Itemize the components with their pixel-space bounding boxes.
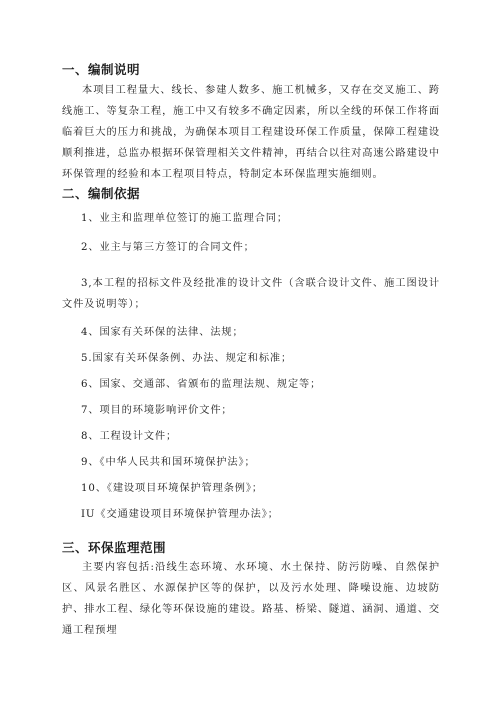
- basis-item-10: 10、《建设项目环境保护管理条例》；: [81, 483, 263, 494]
- section-heading-1: 一、编制说明: [62, 62, 141, 77]
- basis-item-9: 9、《中华人民共和国环境保护法》；: [81, 457, 256, 468]
- basis-item-4: 4、国家有关环保的法律、法规；: [81, 327, 244, 338]
- basis-item-8: 8、工程设计文件；: [81, 431, 178, 442]
- basis-item-5: 5.国家有关环保条例、办法、规定和标准；: [81, 353, 293, 364]
- basis-item-11: IU《交通建设项目环境保护管理办法》；: [81, 509, 279, 520]
- section-paragraph-1: 本项目工程量大、线长、参建人数多、施工机械多，又存在交叉施工、跨线施工、等复杂工程，施工中又有较多不确定因素，所以全线的环保工作将面临着巨大的压力和挑战，为确保本项目工程建设环保工作质量，保障工程建设顺利推进，总监办根据环保管理相关文件精神，再结合以往对高速公路建设中环保管理的经验和本工程项目特点，特制定本环保监理实施细则。: [62, 85, 440, 180]
- basis-item-2: 2、业主与第三方签订的合同文件；: [81, 242, 255, 253]
- basis-item-3: 3,本工程的招标文件及经批准的设计文件（含联合设计文件、施工图设计文件及说明等）；: [62, 278, 440, 310]
- basis-item-1: 1、业主和监理单位签订的施工监理合同；: [81, 213, 288, 224]
- basis-item-7: 7、项目的环境影响评价文件；: [81, 405, 233, 416]
- basis-item-6: 6、国家、交通部、省颁布的监理法规、规定等；: [81, 379, 322, 390]
- section-paragraph-3: 主要内容包括:沿线生态环境、水环境、水土保持、防污防噪、自然保护区、风景名胜区、水源保护区等的保护，以及污水处理、降噪设施、边坡防护、排水工程、绿化等环保设施的建设。路基、桥梁、隧道、涵洞、通道、交通工程预埋: [62, 562, 440, 636]
- section-heading-3: 三、环保监理范围: [62, 540, 167, 555]
- section-heading-2: 二、编制依据: [62, 186, 141, 201]
